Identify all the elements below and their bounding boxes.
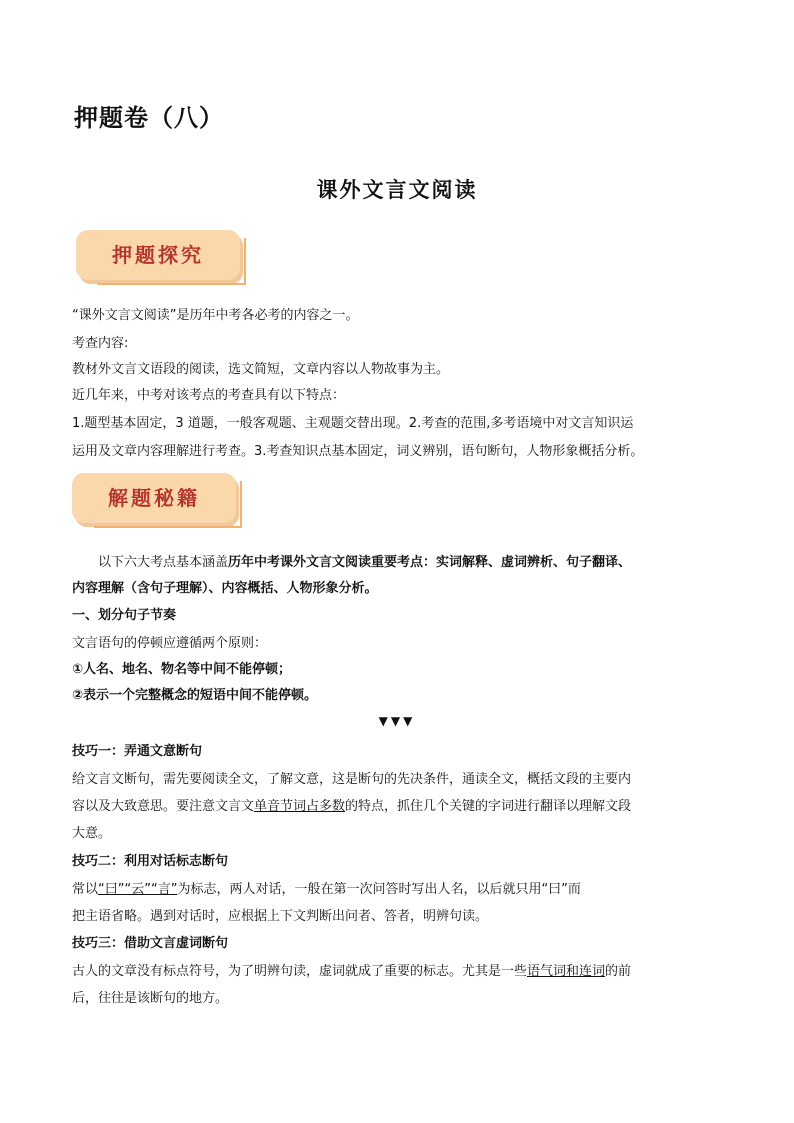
tip-text-part: 的特点，抓住几个关键的字词进行翻译以理解文段 [345, 799, 632, 814]
intro-bold-text: 历年中考课外文言文阅读重要考点：实词解释、虚词辨析、句子翻译、 [228, 555, 632, 570]
tip-text: 把主语省略。遇到对话时，应根据上下文判断出问者、答者，明辨句读。 [72, 909, 489, 924]
section-heading: 一、划分句子节奏 [72, 608, 177, 623]
tip-text: 后，往往是该断句的地方。 [72, 991, 229, 1006]
intro-line [98, 553, 748, 573]
tip-text: 给文言文断句，需先要阅读全文，了解文意，这是断句的先决条件，通读全文，概括文段的主要内 [72, 772, 632, 787]
tip-text-part: 容以及大致意思。要注意文言文 [72, 799, 255, 814]
tip-text [72, 962, 722, 982]
page-title: 押题卷（八） [74, 103, 224, 132]
paragraph-line: “课外文言文阅读”是历年中考各必考的内容之一。 [72, 308, 359, 323]
banner-label: 押题探究 [112, 243, 204, 267]
tip-text: 大意。 [72, 826, 112, 841]
banner-underline [94, 526, 242, 528]
tip-text-part: 常以 [72, 882, 99, 897]
banner-sideline [244, 238, 246, 285]
tip-underlined-text: 语气词和连词 [527, 964, 606, 979]
tip-text-part: 古人的文章没有标点符号，为了明辨句读，虚词就成了重要的标志。尤其是一些 [72, 964, 528, 979]
banner-label: 解题秘籍 [108, 486, 200, 510]
paragraph-line: 近几年来，中考对该考点的考查具有以下特点： [72, 388, 346, 403]
intro-line-2: 内容理解（含句子理解）、内容概括、人物形象分析。 [72, 581, 378, 596]
tip-underlined-text: “曰”“云”“言” [98, 882, 178, 897]
banner-underline [98, 283, 246, 285]
page-subtitle: 课外文言文阅读 [316, 177, 478, 202]
paragraph-line: 1.题型基本固定，3 道题，一般客观题、主观题交替出现。2.考查的范围,多考语境中对文言知识运 [72, 416, 634, 431]
tip-title: 技巧三：借助文言虚词断句 [72, 936, 229, 951]
intro-text: 以下六大考点基本涵盖 [98, 555, 229, 570]
banner-sideline [240, 481, 242, 528]
rule-intro: 文言语句的停顿应遵循两个原则： [72, 636, 268, 651]
tip-text-part: 的前 [605, 964, 632, 979]
tip-underlined-text: 单音节词占多数 [254, 799, 346, 814]
rule-item: ①人名、地名、物名等中间不能停顿； [72, 662, 292, 677]
section-banner-exploration [76, 230, 240, 280]
tip-title: 技巧二：利用对话标志断句 [72, 854, 229, 869]
tip-title: 技巧一：弄通文意断句 [72, 744, 203, 759]
section-banner-secrets [72, 473, 236, 523]
tip-text-part: 为标志，两人对话，一般在第一次问答时写出人名，以后就只用“曰”而 [177, 882, 581, 897]
tip-text [72, 797, 722, 817]
arrow-down-icons: ▼▼▼ [378, 714, 416, 728]
paragraph-line: 考查内容: [72, 336, 129, 351]
paragraph-line: 教材外文言文语段的阅读，选文简短，文章内容以人物故事为主。 [72, 362, 450, 377]
rule-item: ②表示一个完整概念的短语中间不能停顿。 [72, 688, 318, 703]
tip-text [72, 880, 722, 900]
paragraph-line: 运用及文章内容理解进行考查。3.考查知识点基本固定，词义辨别，语句断句，人物形象概括分析。 [72, 444, 644, 459]
